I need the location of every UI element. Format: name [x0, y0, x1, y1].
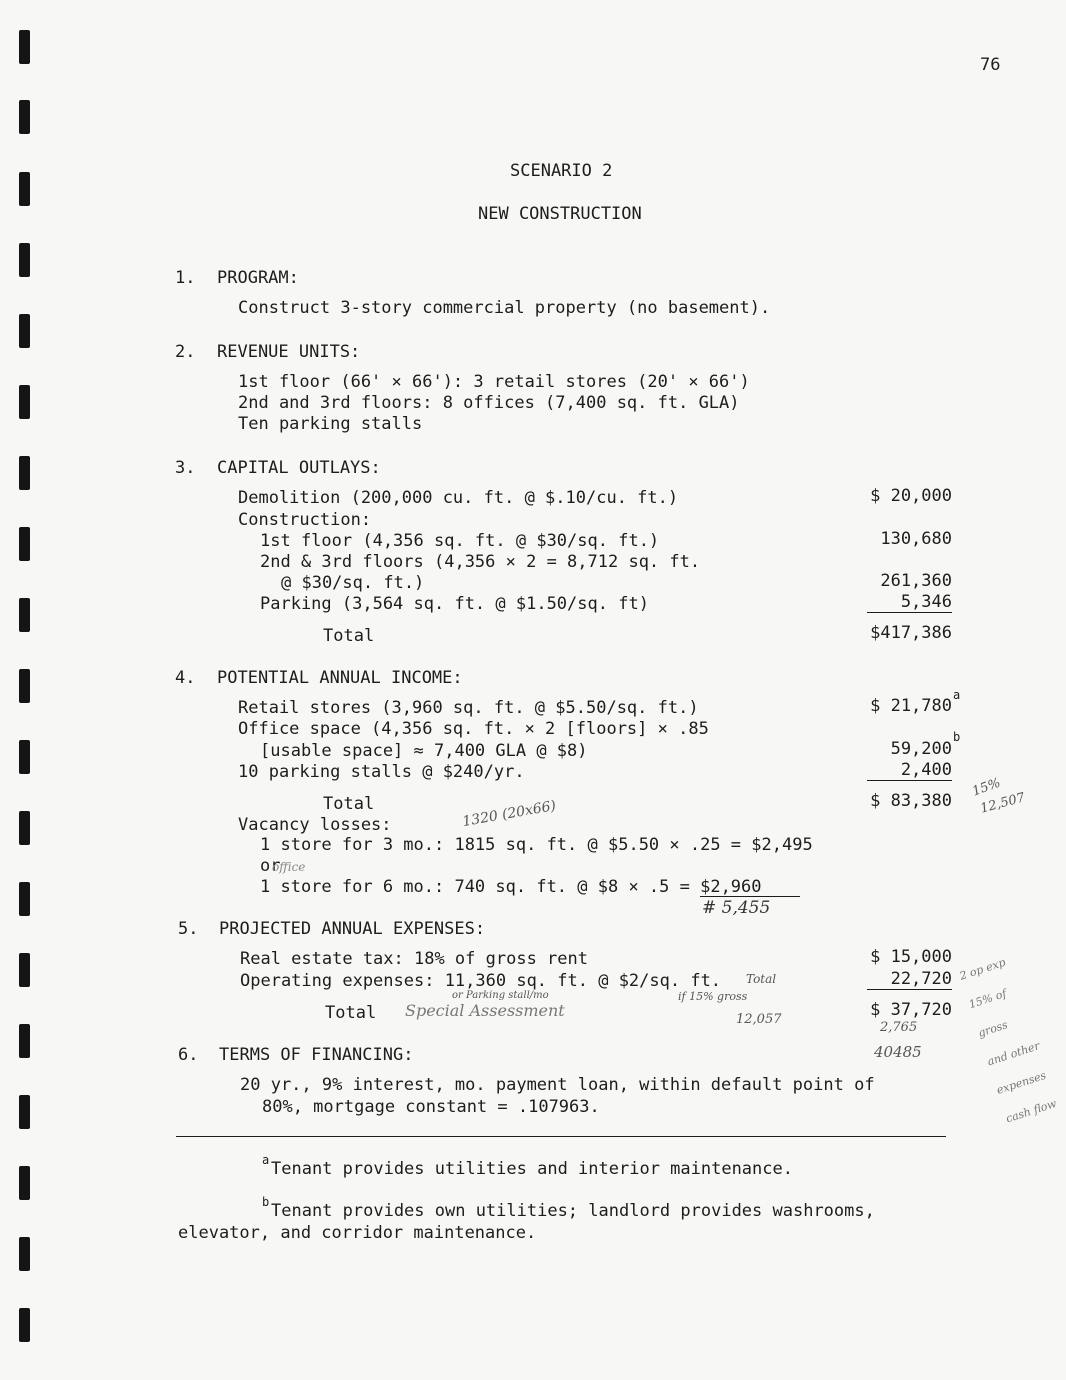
binding-hole [19, 669, 30, 703]
vacancy-label: Vacancy losses: [238, 815, 392, 835]
income-parking-amount: 2,400 [867, 760, 952, 781]
upper-floors-amount: 261,360 [880, 571, 952, 591]
footnote-b: Tenant provides own utilities; landlord provides washrooms, [271, 1201, 875, 1221]
binding-hole [19, 882, 30, 916]
operating-amount: 22,720 [867, 969, 952, 990]
section-number: 3. [175, 458, 196, 478]
binding-hole [19, 172, 30, 206]
parking-line: Parking (3,564 sq. ft. @ $1.50/sq. ft) [260, 594, 649, 614]
handwritten-note: if 15% gross [678, 990, 748, 1003]
handwritten-note: Special Assessment [405, 1001, 565, 1020]
handwritten-note: 40485 [874, 1043, 922, 1061]
income-total-amount: $ 83,380 [870, 791, 952, 811]
section-number: 6. [178, 1045, 199, 1065]
revenue-line: 1st floor (66' × 66'): 3 retail stores (20' × 66') [238, 372, 750, 392]
revenue-line: Ten parking stalls [238, 414, 423, 434]
section-number: 1. [175, 268, 196, 288]
page-number: 76 [980, 55, 1001, 75]
section-heading-program: PROGRAM: [217, 268, 299, 288]
handwritten-note: 2,765 [880, 1020, 918, 1035]
scenario-title: SCENARIO 2 [510, 161, 613, 181]
handwritten-underline [700, 896, 800, 897]
first-floor-line: 1st floor (4,356 sq. ft. @ $30/sq. ft.) [260, 531, 660, 551]
scenario-subtitle: NEW CONSTRUCTION [478, 204, 642, 224]
handwritten-note: 15% [970, 775, 1003, 800]
section-heading-income: POTENTIAL ANNUAL INCOME: [217, 668, 463, 688]
office-line: Office space (4,356 sq. ft. × 2 [floors] × .85 [238, 719, 709, 739]
retail-amount: $ 21,780 [870, 696, 952, 716]
binding-hole [19, 314, 30, 348]
handwritten-note: office [272, 860, 306, 874]
upper-floors-line: @ $30/sq. ft.) [281, 573, 425, 593]
binding-hole [19, 740, 30, 774]
binding-hole [19, 1237, 30, 1271]
section-number: 2. [175, 342, 196, 362]
expenses-total-amount: $ 37,720 [870, 1000, 952, 1020]
footnote-marker: a [953, 688, 961, 702]
binding-hole [19, 1024, 30, 1058]
footnote-b-continued: elevator, and corridor maintenance. [178, 1223, 537, 1243]
upper-floors-line: 2nd & 3rd floors (4,356 × 2 = 8,712 sq. ft. [260, 552, 701, 572]
binding-hole [19, 1095, 30, 1129]
binding-hole [19, 1308, 30, 1342]
handwritten-note: 12,507 [978, 790, 1027, 817]
tax-line: Real estate tax: 18% of gross rent [240, 949, 588, 969]
income-total-label: Total [323, 794, 375, 814]
operating-line: Operating expenses: 11,360 sq. ft. @ $2/sq. ft. [240, 971, 722, 991]
parking-amount: 5,346 [867, 592, 952, 613]
footnote-marker: b [953, 730, 961, 744]
footnote-divider [176, 1136, 946, 1137]
handwritten-note: Total [746, 972, 777, 986]
financing-line: 20 yr., 9% interest, mo. payment loan, within default point of [240, 1075, 875, 1095]
binding-hole [19, 1166, 30, 1200]
binding-hole [19, 811, 30, 845]
binding-hole [19, 456, 30, 490]
footnote-marker: a [262, 1153, 270, 1167]
capital-total-amount: $417,386 [870, 623, 952, 643]
binding-hole [19, 100, 30, 134]
section-heading-capital-outlays: CAPITAL OUTLAYS: [217, 458, 381, 478]
handwritten-note: 1320 (20x66) [461, 797, 558, 831]
section-number: 4. [175, 668, 196, 688]
first-floor-amount: 130,680 [880, 529, 952, 549]
section-heading-financing: TERMS OF FINANCING: [219, 1045, 414, 1065]
capital-total-label: Total [323, 626, 375, 646]
section-heading-revenue-units: REVENUE UNITS: [217, 342, 361, 362]
vacancy-or: or [260, 856, 281, 876]
construction-label: Construction: [238, 510, 372, 530]
income-parking-line: 10 parking stalls @ $240/yr. [238, 762, 525, 782]
tax-amount: $ 15,000 [870, 947, 952, 967]
demolition-line: Demolition (200,000 cu. ft. @ $.10/cu. ft.) [238, 488, 679, 508]
binding-hole [19, 598, 30, 632]
binding-hole [19, 243, 30, 277]
footnote-a: Tenant provides utilities and interior maintenance. [271, 1159, 793, 1179]
handwritten-note: or Parking stall/mo [452, 990, 549, 1001]
section-number: 5. [178, 919, 199, 939]
financing-line: 80%, mortgage constant = .107963. [262, 1097, 600, 1117]
handwritten-note: 12,057 [736, 1012, 782, 1027]
binding-hole [19, 30, 30, 64]
demolition-amount: $ 20,000 [870, 486, 952, 506]
handwritten-note: # 5,455 [702, 898, 771, 918]
binding-hole [19, 527, 30, 561]
section-heading-expenses: PROJECTED ANNUAL EXPENSES: [219, 919, 486, 939]
expenses-total-label: Total [325, 1003, 377, 1023]
vacancy-line: 1 store for 6 mo.: 740 sq. ft. @ $8 × .5 = $2,960 [260, 877, 762, 897]
office-amount: 59,200 [890, 739, 952, 759]
revenue-line: 2nd and 3rd floors: 8 offices (7,400 sq. ft. GLA) [238, 393, 740, 413]
program-text: Construct 3-story commercial property (no basement). [238, 298, 771, 318]
retail-line: Retail stores (3,960 sq. ft. @ $5.50/sq. ft.) [238, 698, 699, 718]
handwritten-margin-note: 2 op exp 15% of gross and other expenses cash flow [957, 955, 1059, 1126]
office-line: [usable space] ≈ 7,400 GLA @ $8) [260, 741, 588, 761]
footnote-marker: b [262, 1195, 270, 1209]
binding-hole [19, 953, 30, 987]
vacancy-line: 1 store for 3 mo.: 1815 sq. ft. @ $5.50 × .25 = $2,495 [260, 835, 813, 855]
binding-hole [19, 385, 30, 419]
